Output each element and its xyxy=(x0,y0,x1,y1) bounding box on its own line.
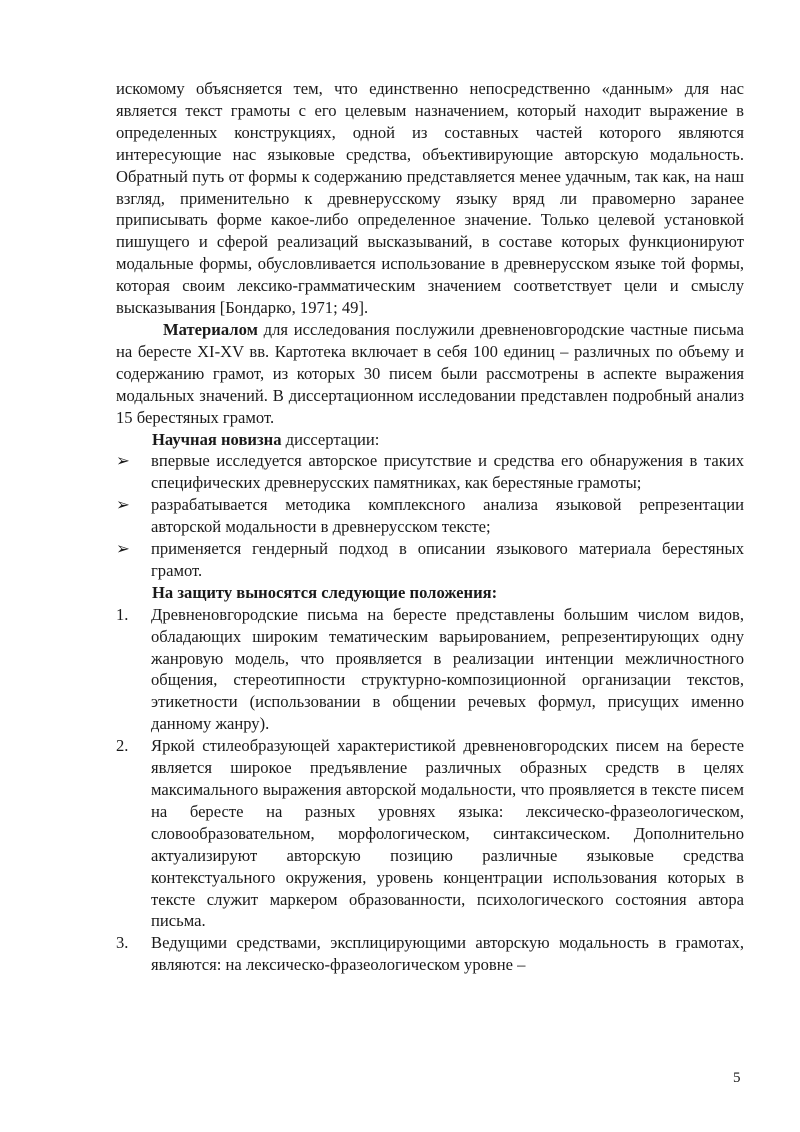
text-column xyxy=(116,78,744,976)
novelty-item-text: применяется гендерный подход в описании языкового материала берестяных грамот. xyxy=(151,539,744,580)
defense-item-text: Ведущими средствами, эксплицирующими авторскую модальность в грамотах, являются: на лексическо-фразеологическом уровне – xyxy=(151,933,744,975)
defense-item xyxy=(116,735,744,932)
arrow-bullet-icon: ➢ xyxy=(116,539,130,559)
arrow-bullet-icon: ➢ xyxy=(116,495,130,515)
arrow-bullet-icon: ➢ xyxy=(116,451,130,471)
item-number: 2. xyxy=(116,736,129,756)
material-paragraph xyxy=(116,319,744,429)
novelty-text: диссертации: xyxy=(281,429,380,449)
material-label: Материалом xyxy=(163,319,258,339)
novelty-label: Научная новизна xyxy=(152,429,282,449)
novelty-item xyxy=(116,494,744,538)
defense-item xyxy=(116,604,744,735)
defense-item xyxy=(116,932,744,976)
novelty-list xyxy=(116,450,744,581)
novelty-item xyxy=(116,538,744,582)
defense-list xyxy=(116,604,744,976)
page-number: 5 xyxy=(733,1070,741,1086)
item-number: 1. xyxy=(116,604,129,624)
material-text: для исследования послужили древненовгородские частные письма на бересте XI-XV вв. Картотека включает в себя 100 единиц – различных по объему и содержанию грамот, из которых 30 писем были рассмотрены в аспекте выражения модальных значений. В диссертационном исследовании представлен подробный анализ 15 берестяных грамот. xyxy=(116,319,744,427)
novelty-item-text: впервые исследуется авторское присутствие и средства его обнаружения в таких специфических древнерусских памятниках, как берестяные грамоты; xyxy=(151,451,744,493)
novelty-item xyxy=(116,450,744,494)
novelty-item-text: разрабатывается методика комплексного анализа языковой репрезентации авторской модальности в древнерусском тексте; xyxy=(151,495,744,537)
defense-item-text: Яркой стилеобразующей характеристикой древненовгородских писем на бересте является широкое предъявление различных образных средств в целях максимального выражения авторской модальности, что проявляется в тексте писем на бересте на разных уровнях языка: лексическо-фразеологическом, словообразовательном, морфологическом, синтаксическом. Дополнительно актуализируют авторскую позицию различные языковые средства контекстуального окружения, уровень концентрации использования которых в тексте служит маркером образованности, психологического состояния автора письма. xyxy=(151,736,744,931)
defense-heading: На защиту выносятся следующие положения: xyxy=(152,582,498,602)
intro-paragraph: искомому объясняется тем, что единственно непосредственно «данным» для нас является текст грамоты с его целевым назначением, который находит выражение в определенных конструкциях, одной из составных частей которого являются интересующие нас языковые средства, объективирующие авторскую модальность. Обратный путь от формы к содержанию представляется менее удачным, так как, на наш взгляд, применительно к древнерусскому языку вряд ли правомерно заранее приписывать форме какое-либо определенное значение. Только целевой установкой пишущего и сферой реализаций высказываний, в составе которых функционируют модальные формы, обусловливается использование в древнерусском языке той формы, которая своим лексико-грамматическим значением соответствует цели и смыслу высказывания [Бондарко, 1971; 49]. xyxy=(116,79,744,318)
item-number: 3. xyxy=(116,933,129,953)
novelty-heading xyxy=(116,429,744,451)
defense-item-text: Древненовгородские письма на бересте представлены большим числом видов, обладающих широким тематическим варьированием, репрезентирующих одну жанровую модель, что проявляется в реализации интенции межличностного общения, стереотипности структурно-композиционной организации текстов, этикетности (использовании в общении речевых формул, присущих именно данному жанру). xyxy=(151,604,744,734)
